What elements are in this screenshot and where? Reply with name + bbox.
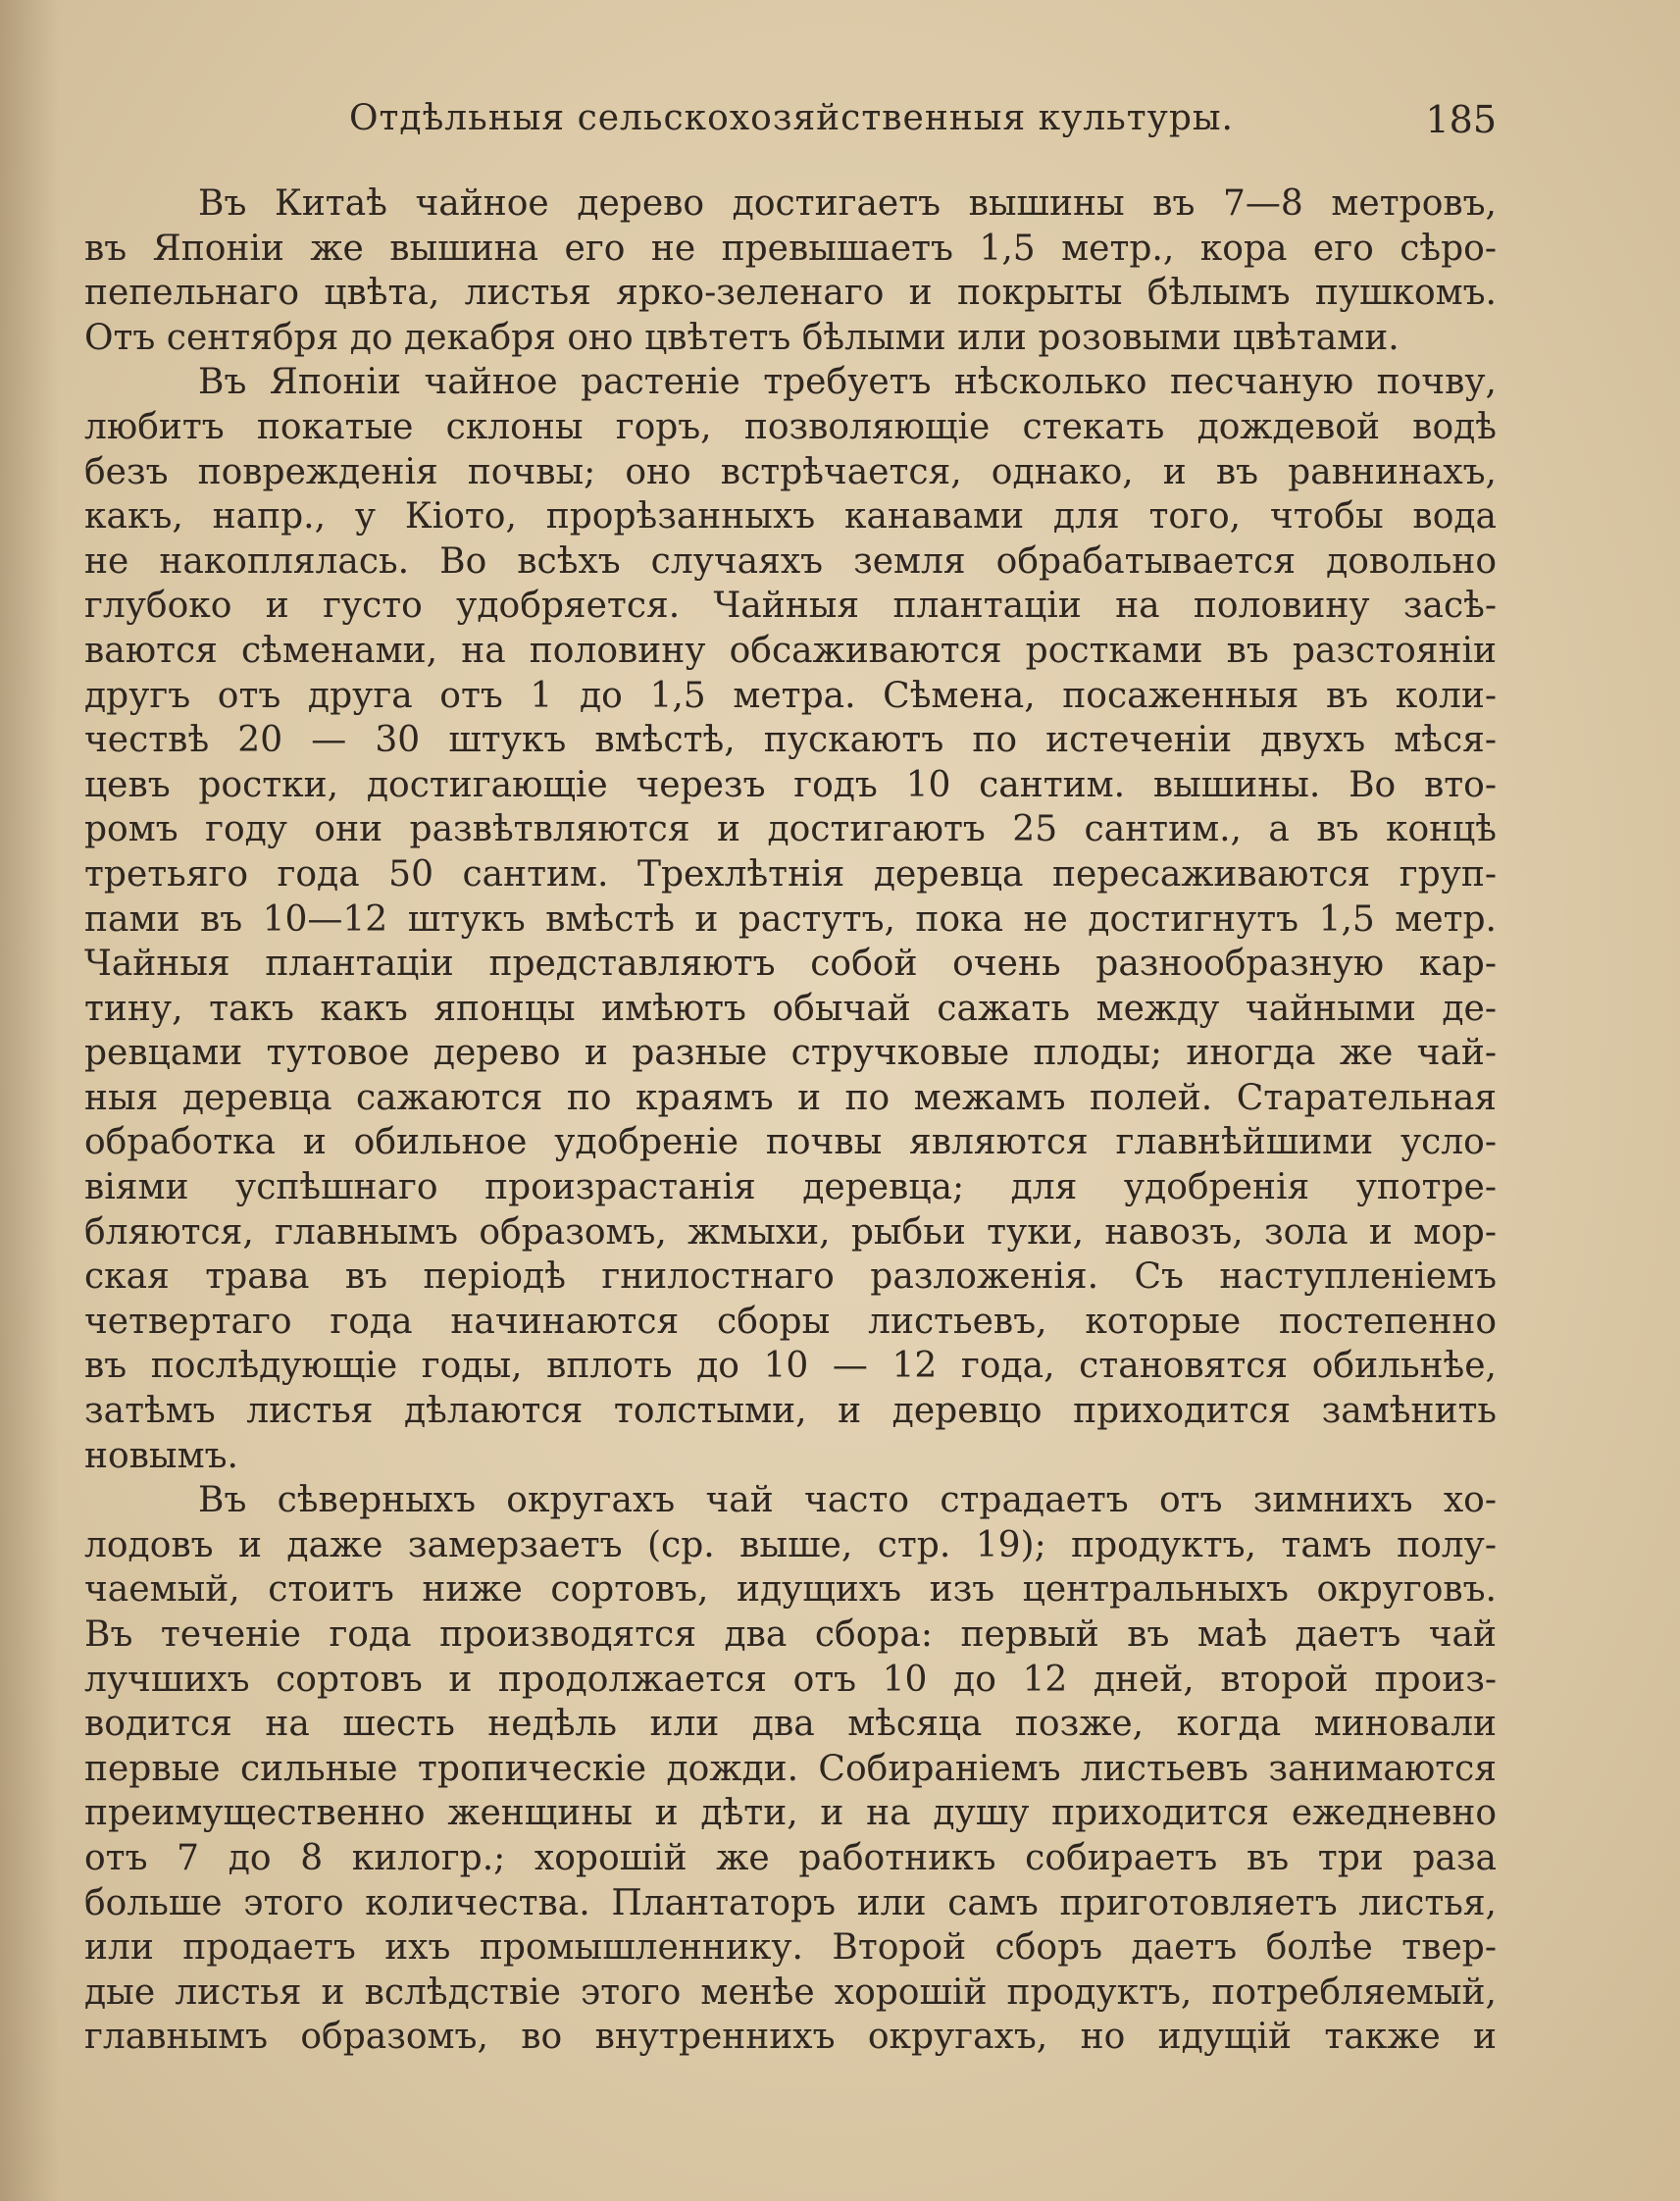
text-line: тину, такъ какъ японцы имѣютъ обычай сажать между чайными де- — [84, 988, 1497, 1029]
text-line: глубоко и густо удобряется. Чайныя плантаціи на половину засѣ- — [84, 586, 1497, 627]
text-line: ваются сѣменами, на половину обсаживаются ростками въ разстояніи — [84, 630, 1497, 671]
running-title: Отдѣльныя сельскохозяйственныя культуры. — [349, 98, 1234, 138]
text-line: пами въ 10—12 штукъ вмѣстѣ и растутъ, пока не достигнутъ 1,5 метр. — [84, 898, 1497, 940]
text-line: главнымъ образомъ, во внутреннихъ округахъ, но идущій также и — [84, 2017, 1497, 2058]
text-line: Въ сѣверныхъ округахъ чай часто страдаетъ отъ зимнихъ хо- — [198, 1480, 1497, 1521]
text-line: чаемый, стоитъ ниже сортовъ, идущихъ изъ центральныхъ округовъ. — [84, 1569, 1497, 1611]
text-line: дые листья и вслѣдствіе этого менѣе хорошій продуктъ, потребляемый, — [84, 1971, 1497, 2013]
text-line: безъ поврежденія почвы; оно встрѣчается, однако, и въ равнинахъ, — [84, 451, 1497, 492]
text-line: віями успѣшнаго произрастанія деревца; для удобренія употре- — [84, 1167, 1497, 1208]
text-line: не накоплялась. Во всѣхъ случаяхъ земля обрабатывается довольно — [84, 540, 1497, 582]
text-line: въ послѣдующіе годы, вплоть до 10 — 12 года, становятся обильнѣе, — [84, 1346, 1497, 1387]
text-line: лодовъ и даже замерзаетъ (ср. выше, стр. 19); продуктъ, тамъ полу- — [84, 1524, 1497, 1565]
text-line: другъ отъ друга отъ 1 до 1,5 метра. Сѣмена, посаженныя въ коли- — [84, 675, 1497, 716]
text-line: ская трава въ періодѣ гнилостнаго разложенія. Съ наступленіемъ — [84, 1256, 1497, 1298]
text-line: обработка и обильное удобреніе почвы являются главнѣйшими усло- — [84, 1122, 1497, 1163]
text-line: новымъ. — [84, 1435, 238, 1476]
text-line: Въ Китаѣ чайное дерево достигаетъ вышины въ 7—8 метровъ, — [198, 183, 1497, 224]
text-line: первые сильные тропическіе дожди. Собираніемъ листьевъ занимаются — [84, 1748, 1497, 1789]
text-line: чествѣ 20 — 30 штукъ вмѣстѣ, пускаютъ по истеченіи двухъ мѣся- — [84, 720, 1497, 761]
text-line: преимущественно женщины и дѣти, и на душу приходится ежедневно — [84, 1793, 1497, 1834]
text-line: бляются, главнымъ образомъ, жмыхи, рыбьи туки, навозъ, зола и мор- — [84, 1211, 1497, 1253]
text-line: больше этого количества. Плантаторъ или самъ приготовляетъ листья, — [84, 1882, 1497, 1923]
text-line: любитъ покатые склоны горъ, позволяющіе стекать дождевой водѣ — [84, 406, 1497, 447]
text-line: Въ Японіи чайное растеніе требуетъ нѣсколько песчаную почву, — [198, 362, 1497, 403]
text-line: затѣмъ листья дѣлаются толстыми, и деревцо приходится замѣнить — [84, 1391, 1497, 1432]
text-line: Въ теченіе года производятся два сбора: первый въ маѣ даетъ чай — [84, 1614, 1497, 1655]
running-head — [84, 98, 1497, 157]
text-line: Отъ сентября до декабря оно цвѣтетъ бѣлыми или розовыми цвѣтами. — [84, 317, 1400, 358]
text-line: ромъ году они развѣтвляются и достигаютъ 25 сантим., а въ концѣ — [84, 809, 1497, 850]
text-line: или продаетъ ихъ промышленнику. Второй сборъ даетъ болѣе твер- — [84, 1927, 1497, 1969]
text-line: водится на шесть недѣль или два мѣсяца позже, когда миновали — [84, 1704, 1497, 1745]
text-line: третьяго года 50 сантим. Трехлѣтнія деревца пересаживаются груп- — [84, 853, 1497, 895]
text-line: лучшихъ сортовъ и продолжается отъ 10 до 12 дней, второй произ- — [84, 1659, 1497, 1700]
text-line: ревцами тутовое дерево и разные стручковые плоды; иногда же чай- — [84, 1033, 1497, 1074]
text-line: какъ, напр., у Кіото, прорѣзанныхъ канавами для того, чтобы вода — [84, 496, 1497, 537]
text-line: ныя деревца сажаются по краямъ и по межамъ полей. Старательная — [84, 1077, 1497, 1118]
text-line: четвертаго года начинаются сборы листьевъ, которые постепенно — [84, 1301, 1497, 1342]
text-line: пепельнаго цвѣта, листья ярко-зеленаго и покрыты бѣлымъ пушкомъ. — [84, 273, 1497, 314]
text-line: въ Японіи же вышина его не превышаетъ 1,5 метр., кора его сѣро- — [84, 228, 1497, 269]
text-line: Чайныя плантаціи представляютъ собой очень разнообразную кар- — [84, 944, 1497, 985]
text-line: цевъ ростки, достигающіе черезъ годъ 10 сантим. вышины. Во вто- — [84, 764, 1497, 805]
body-text — [84, 181, 1497, 2060]
page-gutter-shadow — [0, 0, 59, 2201]
text-line: отъ 7 до 8 килогр.; хорошій же работникъ собираетъ въ три раза — [84, 1837, 1497, 1878]
page-number: 185 — [1425, 98, 1497, 141]
